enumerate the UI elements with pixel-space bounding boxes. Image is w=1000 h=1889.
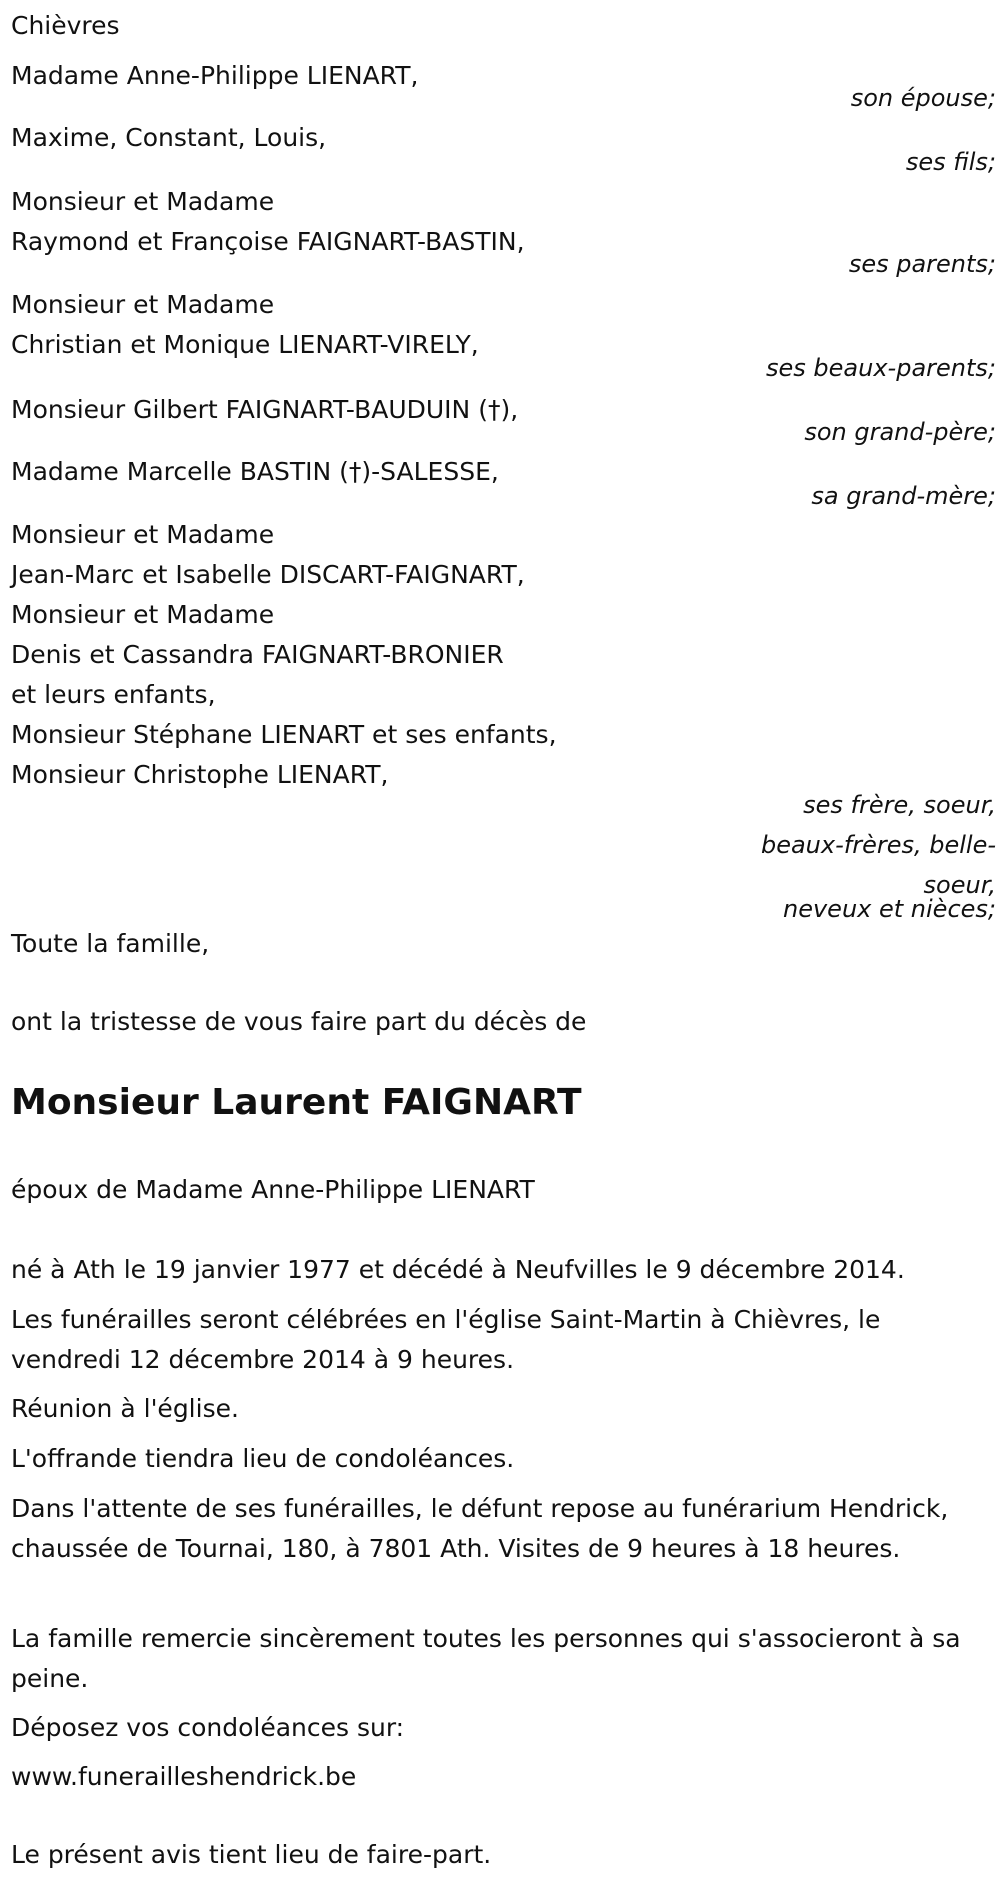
family-name-line: Raymond et Françoise FAIGNART-BASTIN, [11,227,525,256]
family-role-line: ses frère, soeur, [803,791,996,819]
family-role-line: neveux et nièces; [783,895,996,923]
family-entry-siblings [11,515,996,795]
family-name-line: Jean-Marc et Isabelle DISCART-FAIGNART, [11,560,525,589]
family-role: son grand-père; [804,418,996,446]
funerarium-paragraph: Dans l'attente de ses funérailles, le défunt repose au funérarium Hendrick, chaussée de Tournai, 180, à 7801 Ath. Visites de 9 heures à 18 heures. [11,1494,949,1563]
family-name-line: Monsieur Gilbert FAIGNART-BAUDUIN (†), [11,395,519,424]
family-role-siblings [11,791,1000,923]
family-name-line: Monsieur Stéphane LIENART et ses enfants, [11,720,557,749]
family-role-line: soeur, [923,871,996,899]
family-name-line: Maxime, Constant, Louis, [11,123,327,152]
funeral-paragraph: Les funérailles seront célébrées en l'église Saint-Martin à Chièvres, le vendredi 12 décembre 2014 à 9 heures. [11,1305,881,1374]
family-name-line: Monsieur Christophe LIENART, [11,760,389,789]
spouse-line: époux de Madame Anne-Philippe LIENART [11,1175,535,1204]
family-name-line: Monsieur et Madame [11,600,275,629]
family-role: son épouse; [850,84,996,112]
family-name-line: Christian et Monique LIENART-VIRELY, [11,330,479,359]
family-name-line: Monsieur et Madame [11,290,275,319]
offering-paragraph: L'offrande tiendra lieu de condoléances. [11,1444,515,1473]
announcement-text: ont la tristesse de vous faire part du décès de [11,1007,587,1036]
whole-family-line: Toute la famille, [11,929,210,958]
birth-death-paragraph: né à Ath le 19 janvier 1977 et décédé à Neufvilles le 9 décembre 2014. [11,1255,905,1284]
family-role: ses parents; [848,250,996,278]
family-role: sa grand-mère; [811,482,996,510]
closing-paragraph: Le présent avis tient lieu de faire-part. [11,1840,492,1869]
family-role: ses beaux-parents; [766,354,996,382]
town-name: Chièvres [11,11,120,40]
family-name-line: Madame Marcelle BASTIN (†)-SALESSE, [11,457,499,486]
family-name-line: et leurs enfants, [11,680,216,709]
family-name-line: Monsieur et Madame [11,187,275,216]
family-name-line: Madame Anne-Philippe LIENART, [11,61,419,90]
deceased-name: Monsieur Laurent FAIGNART [11,1082,582,1123]
family-name-line: Denis et Cassandra FAIGNART-BRONIER [11,640,504,669]
condolences-paragraph: Déposez vos condoléances sur: [11,1713,405,1742]
family-name-line: Monsieur et Madame [11,520,275,549]
website-link[interactable]: www.funerailleshendrick.be [11,1762,357,1791]
thanks-paragraph: La famille remercie sincèrement toutes les personnes qui s'associeront à sa peine. [11,1624,961,1693]
meeting-paragraph: Réunion à l'église. [11,1394,239,1423]
family-role: ses fils; [905,148,996,176]
family-role-line: beaux-frères, belle- [760,831,996,859]
